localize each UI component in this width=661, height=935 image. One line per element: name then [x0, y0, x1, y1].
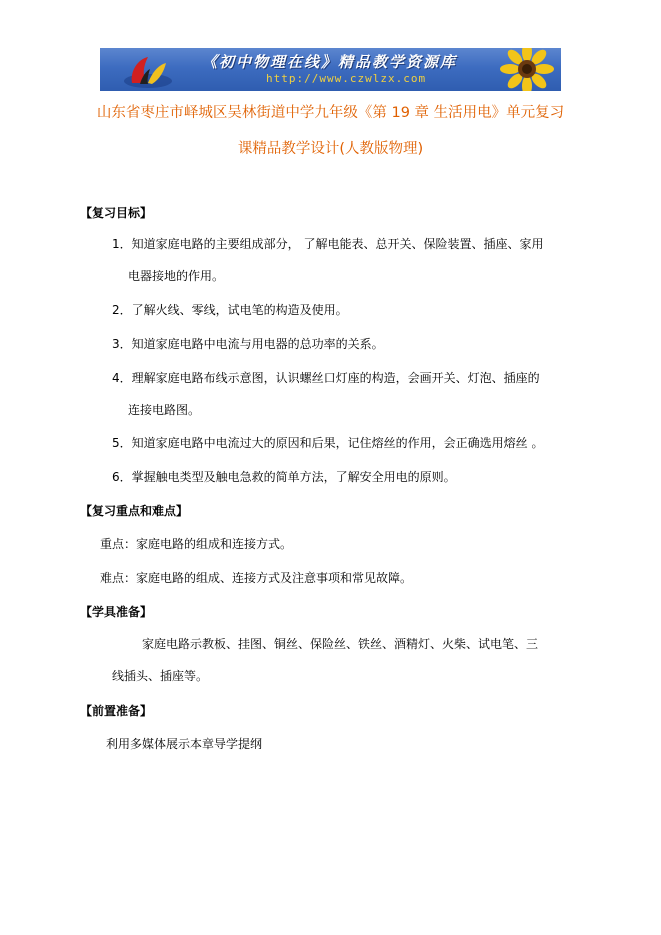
header-banner — [100, 48, 561, 91]
goal-item: 1．知道家庭电路的主要组成部分， 了解电能表、总开关、保险装置、插座、家用 — [112, 237, 544, 251]
document-title-line-1: 山东省枣庄市峄城区吴林街道中学九年级《第 19 章 生活用电》单元复习 — [96, 105, 565, 121]
key-point-difficulty: 难点：家庭电路的组成、连接方式及注意事项和常见故障。 — [100, 571, 413, 585]
goal-item: 4．理解家庭电路布线示意图，认识螺丝口灯座的构造，会画开关、灯泡、插座的 — [112, 371, 540, 385]
goal-item: 连接电路图。 — [128, 403, 201, 417]
materials-text: 线插头、插座等。 — [112, 669, 209, 683]
goal-item: 2．了解火线、零线，试电笔的构造及使用。 — [112, 303, 348, 317]
section-heading-key-points: 【复习重点和难点】 — [80, 504, 189, 518]
section-heading-preparation: 【前置准备】 — [80, 704, 153, 718]
materials-text: 家庭电路示教板、挂图、铜丝、保险丝、铁丝、酒精灯、火柴、试电笔、三 — [142, 637, 539, 651]
key-point-focus: 重点：家庭电路的组成和连接方式。 — [100, 537, 293, 551]
goal-item: 电器接地的作用。 — [128, 269, 225, 283]
banner-url: http://www.czwlzx.com — [266, 72, 427, 85]
goal-item: 6．掌握触电类型及触电急救的简单方法，了解安全用电的原则。 — [112, 470, 456, 484]
section-heading-materials: 【学具准备】 — [80, 605, 153, 619]
site-logo-icon — [122, 51, 174, 89]
sunflower-icon — [475, 48, 555, 91]
banner-title: 《初中物理在线》精品教学资源库 — [202, 53, 458, 71]
goal-item: 5．知道家庭电路中电流过大的原因和后果，记住熔丝的作用，会正确选用熔丝 。 — [112, 436, 544, 450]
section-heading-goals: 【复习目标】 — [80, 206, 153, 220]
preparation-text: 利用多媒体展示本章导学提纲 — [106, 737, 263, 751]
document-title-line-2: 课精品教学设计(人教版物理) — [237, 141, 424, 157]
goal-item: 3．知道家庭电路中电流与用电器的总功率的关系。 — [112, 337, 384, 351]
